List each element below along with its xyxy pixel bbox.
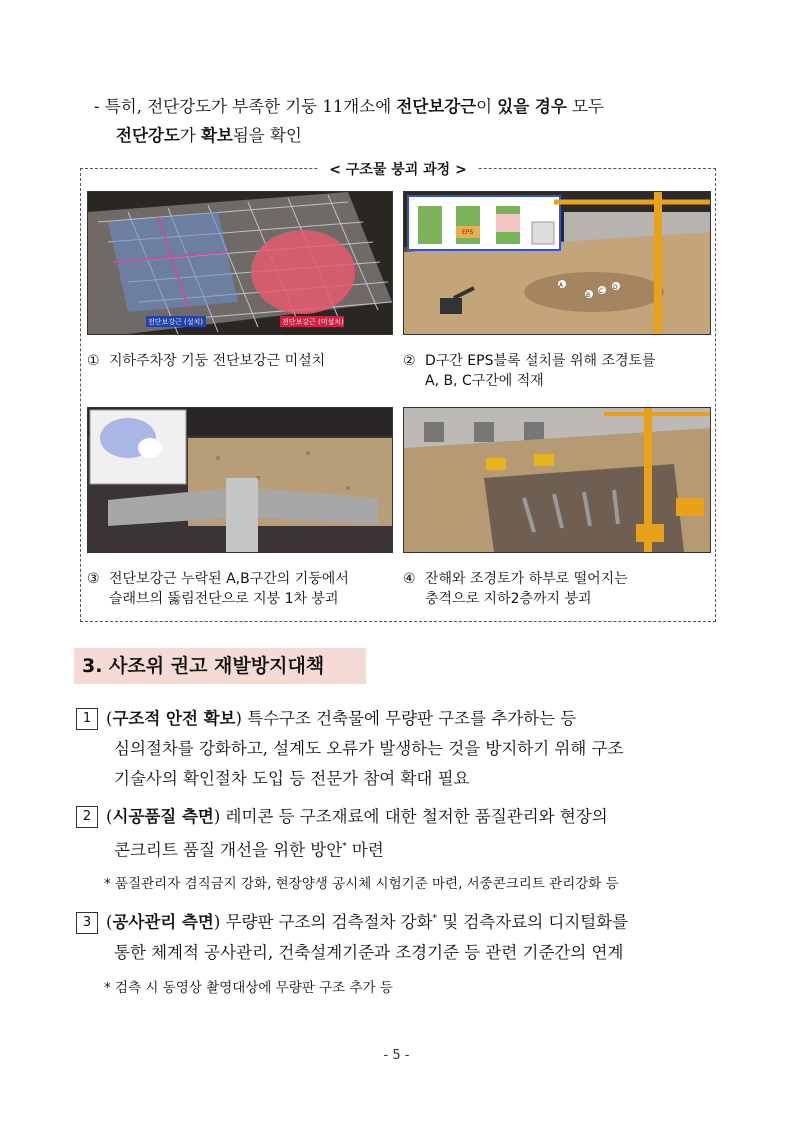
recommendation-item-2: 2 (시공품질 측면) 레미콘 등 구조재료에 대한 철저한 품질관리와 현장의 콘크리트 품질 개선을 위한 방안* 마련 (76, 802, 724, 866)
photo-punching-shear (87, 407, 393, 553)
caption-4: ④ 잔해와 조경토가 하부로 떨어지는 충격으로 지하2층까지 붕괴 (403, 571, 628, 607)
caption-1: ① 지하주차장 기둥 전단보강근 미설치 (87, 353, 326, 369)
photo-collapse (403, 407, 711, 553)
eps-label: EPS (462, 229, 474, 236)
svg-text:C: C (599, 288, 604, 295)
page-number: - 5 - (383, 1048, 410, 1063)
photo-rebar-render (87, 191, 393, 335)
rebar-installed-label: 전단보강근 (설치) (148, 318, 204, 326)
caption-2: ② D구간 EPS블록 설치를 위해 조경토를 A, B, C구간에 적재 (403, 353, 656, 389)
item-number-box: 1 (76, 708, 98, 730)
recommendation-item-1: 1 (구조적 안전 확보) 특수구조 건축물에 무량판 구조를 추가하는 등 심의절차를 강화하고, 설계도 오류가 발생하는 것을 방지하기 위해 구조 기술사의 확인절차 도입 등 전문가 참여 확대 필요 (76, 704, 724, 794)
section-title: 3. 사조위 권고 재발방지대책 (74, 648, 366, 684)
collapse-process-box (80, 162, 716, 622)
photo-soil-loading (403, 191, 711, 335)
rebar-missing-label: 전단보강근 (미설치) (282, 318, 344, 326)
item-number-box: 3 (76, 912, 98, 934)
recommendation-item-3: 3 (공사관리 측면) 무량판 구조의 검측절차 강화* 및 검측자료의 디지털화를 통한 체계적 공사관리, 건축설계기준과 조경기준 등 관련 기준간의 연계 (76, 904, 724, 968)
caption-3: ③ 전단보강근 누락된 A,B구간의 기둥에서 슬래브의 뚫림전단으로 지붕 1차 붕괴 (87, 571, 349, 607)
footnote-1: * 품질관리자 겸직금지 강화, 현장양생 공시체 시험기준 마련, 서중콘크리트 관리강화 등 (104, 876, 619, 892)
footnote-2: * 검측 시 동영상 촬영대상에 무량판 구조 추가 등 (104, 980, 393, 996)
item-number-box: 2 (76, 806, 98, 828)
svg-text:D: D (613, 284, 618, 291)
svg-text:A: A (559, 282, 564, 289)
intro-paragraph: - 특히, 전단강도가 부족한 기둥 11개소에 전단보강근이 있을 경우 모두 전단강도가 확보됨을 확인 (94, 97, 604, 145)
box-title: < 구조물 붕괴 과정 > (81, 159, 715, 179)
svg-text:B: B (586, 292, 591, 299)
